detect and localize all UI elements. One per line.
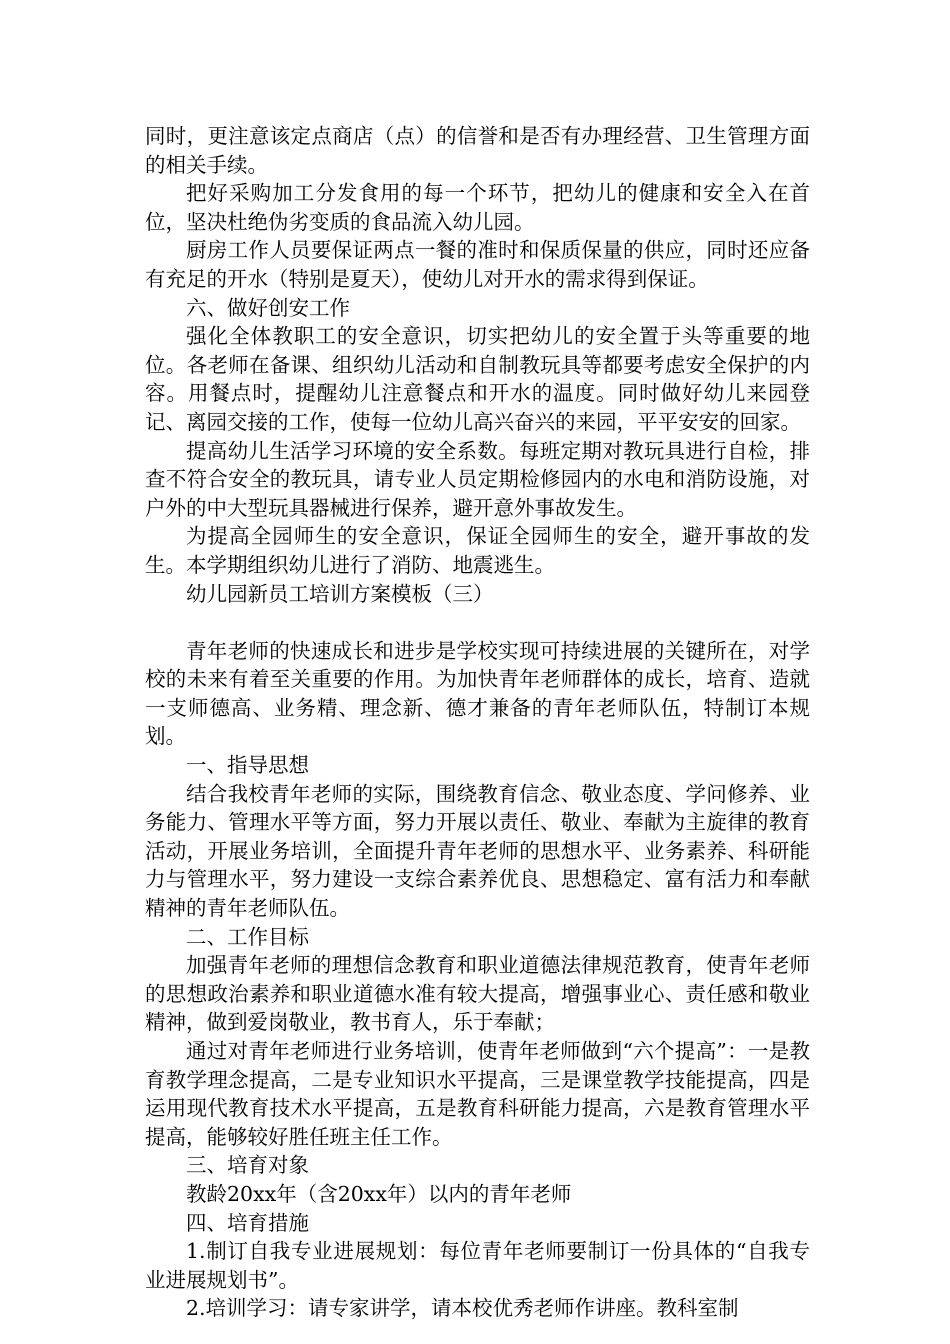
- section-heading-1: 一、指导思想: [186, 753, 309, 778]
- paragraph-2: 把好采购加工分发食用的每一个环节，把幼儿的健康和安全入在首位，坚决杜绝伪劣变质的食品流入幼儿园。: [145, 181, 810, 234]
- section-heading-4: 四、培育措施: [186, 1210, 309, 1235]
- paragraph-goal-2: 通过对青年老师进行业务培训，使青年老师做到“六个提高”：一是教育教学理念提高，二是专业知识水平提高，三是课堂教学技能提高，四是运用现代教育技术水平提高，五是教育科研能力提高，六是教育管理水平提高，能够较好胜任班主任工作。: [145, 1039, 810, 1149]
- section-heading-2: 二、工作目标: [186, 924, 309, 949]
- paragraph-goal-1: 加强青年老师的理想信念教育和职业道德法律规范教育，使青年老师的思想政治素养和职业道德水准有较大提高，增强事业心、责任感和敬业精神，做到爱岗敬业，教书育人，乐于奉献；: [145, 953, 810, 1035]
- paragraph-5: 强化全体教职工的安全意识，切实把幼儿的安全置于头等重要的地位。各老师在备课、组织幼儿活动和自制教玩具等都要考虑安全保护的内容。用餐点时，提醒幼儿注意餐点和开水的温度。同时做好幼儿来园登记、离园交接的工作，使每一位幼儿高兴奋兴的来园，平平安安的回家。: [145, 324, 810, 434]
- paragraph-guiding: 结合我校青年老师的实际，围绕教育信念、敬业态度、学问修养、业务能力、管理水平等方面，努力开展以责任、敬业、奉献为主旋律的教育活动，开展业务培训，全面提升青年老师的思想水平、业务素养、科研能力与管理水平，努力建设一支综合素养优良、思想稳定、富有活力和奉献精神的青年老师队伍。: [145, 781, 810, 921]
- paragraph-intro: 青年老师的快速成长和进步是学校实现可持续进展的关键所在，对学校的未来有着至关重要的作用。为加快青年老师群体的成长，培育、造就一支师德高、业务精、理念新、德才兼备的青年老师队伍，特制订本规划。: [145, 638, 810, 749]
- document-title-3: 幼儿园新员工培训方案模板（三）: [186, 581, 494, 606]
- paragraph-measure-2: 2.培训学习：请专家讲学，请本校优秀老师作讲座。教科室制: [186, 1296, 739, 1321]
- paragraph-7: 为提高全园师生的安全意识，保证全园师生的安全，避开事故的发生。本学期组织幼儿进行了消防、地震逃生。: [145, 524, 810, 577]
- paragraph-measure-1: 1.制订自我专业进展规划：每位青年老师要制订一份具体的“自我专业进展规划书”。: [145, 1239, 810, 1292]
- paragraph-3: 厨房工作人员要保证两点一餐的准时和保质保量的供应，同时还应备有充足的开水（特别是夏天），使幼儿对开水的需求得到保证。: [145, 238, 810, 291]
- section-heading-3: 三、培育对象: [186, 1153, 309, 1178]
- paragraph-6: 提高幼儿生活学习环境的安全系数。每班定期对教玩具进行自检，排查不符合安全的教玩具，请专业人员定期检修园内的水电和消防设施，对户外的中大型玩具器械进行保养，避开意外事故发生。: [145, 438, 810, 520]
- section-heading-6: 六、做好创安工作: [186, 295, 350, 320]
- blank-line: [145, 608, 810, 637]
- paragraph-target: 教龄20xx年（含20xx年）以内的青年老师: [186, 1181, 572, 1206]
- paragraph-1: 同时，更注意该定点商店（点）的信誉和是否有办理经营、卫生管理方面的相关手续。: [145, 124, 810, 177]
